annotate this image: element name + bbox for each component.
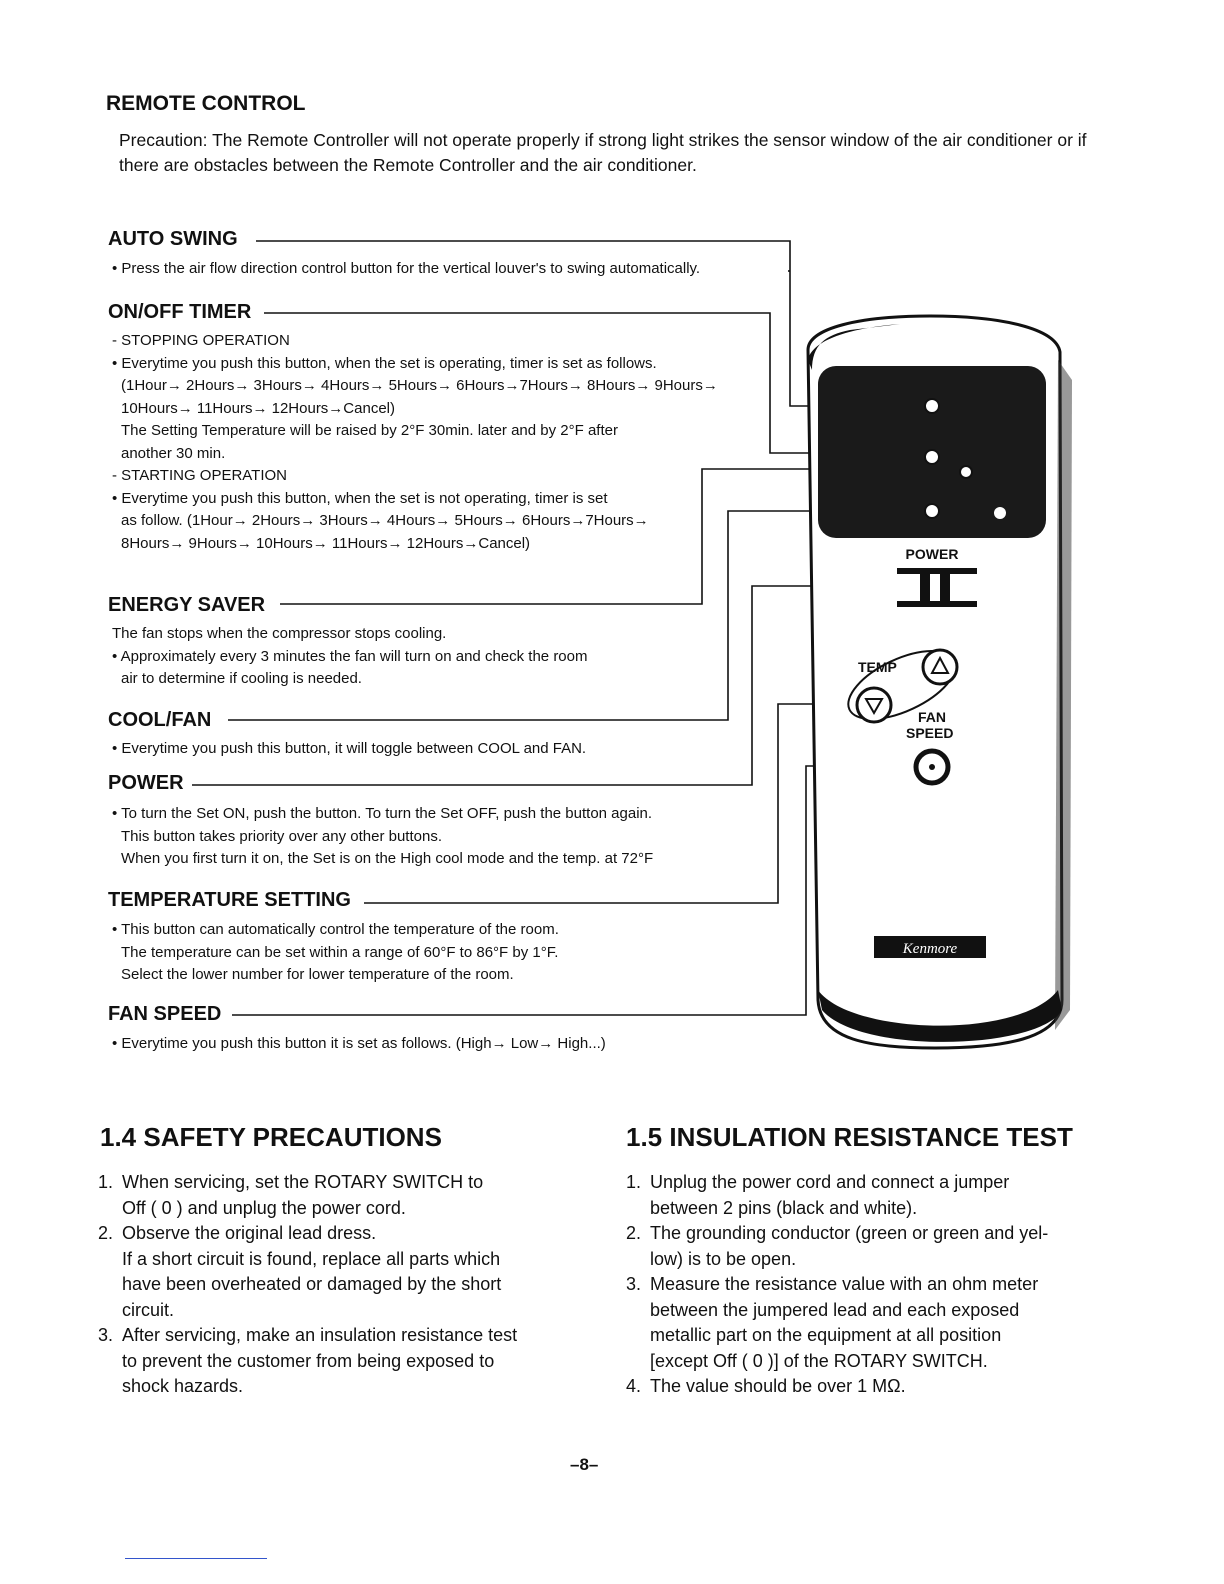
section-body-onoff-timer: - STOPPING OPERATION • Everytime you push this button, when the set is operating, timer is set as follows. (1Hour→ 2Hours→ 3Hours→ 4Hours→ 5Hours→ 6Hours→7Hours→ 8Hours→ 9Hours→ 10Hours→ 11Hours→ 12Hours→Cancel) The Setting Temperature will be raised by 2°F 30min. later and by 2°F after another 30 min. - STARTING OPERATION • Everytime you push this button, when the set is not operating, timer is set as follow. (1Hour→ 2Hours→ 3Hours→ 4Hours→ 5Hours→ 6Hours→7Hours→ 8Hours→ 9Hours→ 10Hours→ 11Hours→ 12Hours→Cancel) — [112, 332, 718, 552]
auto-swing-button-icon — [925, 399, 939, 413]
timer-button-icon — [925, 450, 939, 464]
section-body-energy-saver: The fan stops when the compressor stops cooling. • Approximately every 3 minutes the fan will turn on and check the room air to determine if cooling is needed. — [112, 625, 588, 687]
svg-text:Kenmore: Kenmore — [902, 941, 958, 957]
section-body-fan-speed: • Everytime you push this button it is set as follows. (High→ Low→ High...) — [112, 1035, 606, 1052]
list-item: 4. The value should be over 1 MΩ. — [626, 1376, 906, 1396]
list-item: 2. Observe the original lead dress. If a short circuit is found, replace all parts which have been overheated or damaged by the short circuit. — [98, 1223, 502, 1320]
kenmore-logo — [874, 936, 986, 958]
section-body-cool-fan: • Everytime you push this button, it will toggle between COOL and FAN. — [112, 740, 587, 757]
energy-saver-button-icon — [960, 466, 972, 478]
speed-label: SPEED — [906, 725, 954, 741]
insulation-title: 1.5 INSULATION RESISTANCE TEST — [626, 1122, 1073, 1152]
list-item: 3. After servicing, make an insulation resistance test to prevent the customer from being exposed to shock hazards. — [98, 1325, 518, 1396]
temp-label: TEMP — [858, 659, 897, 675]
fan-label: FAN — [918, 709, 946, 725]
power-label: POWER — [905, 546, 959, 562]
footer-rule — [125, 1558, 267, 1559]
safety-title: 1.4 SAFETY PRECAUTIONS — [100, 1122, 442, 1152]
list-item: 1. When servicing, set the ROTARY SWITCH to Off ( 0 ) and unplug the power cord. — [98, 1172, 484, 1218]
section-body-power: • To turn the Set ON, push the button. To turn the Set OFF, push the button again. This button takes priority over any other buttons. When you first turn it on, the Set is on the High cool mode and the temp. at 72°F — [112, 805, 654, 867]
section-title-energy-saver: ENERGY SAVER — [108, 594, 266, 616]
section-title-onoff-timer: ON/OFF TIMER — [108, 301, 252, 323]
section-body-auto-swing: • Press the air flow direction control button for the vertical louver's to swing automatically. — [112, 260, 701, 277]
page-number: –8– — [570, 1455, 599, 1474]
list-item: 1. Unplug the power cord and connect a jumper between 2 pins (black and white). — [626, 1172, 1010, 1218]
section-title-auto-swing: AUTO SWING — [108, 228, 238, 250]
cool-fan-button-icon — [925, 504, 939, 518]
insulation-list — [626, 1170, 1106, 1400]
indicator-led-icon — [994, 507, 1006, 519]
page-title: REMOTE CONTROL — [106, 92, 306, 115]
safety-list — [98, 1170, 578, 1400]
section-body-temperature-setting: • This button can automatically control the temperature of the room. The temperature can be set within a range of 60°F to 86°F by 1°F. Select the lower number for lower temperature of the room. — [112, 921, 559, 983]
section-title-cool-fan: COOL/FAN — [108, 709, 212, 731]
list-item: 2. The grounding conductor (green or green and yel- low) is to be open. — [626, 1223, 1049, 1269]
precaution-text: Precaution: The Remote Controller will not operate properly if strong light strikes the sensor window of the air conditioner or if there are obstacles between the Remote Controller and the air conditioner. — [119, 130, 1087, 175]
section-title-power: POWER — [108, 772, 184, 794]
section-title-temperature-setting: TEMPERATURE SETTING — [108, 889, 351, 911]
list-item: 3. Measure the resistance value with an ohm meter between the jumpered lead and each exposed metallic part on the equipment at all position [except Off ( 0 )] of the ROTARY SWITCH. — [626, 1274, 1039, 1371]
section-title-fan-speed: FAN SPEED — [108, 1003, 222, 1025]
